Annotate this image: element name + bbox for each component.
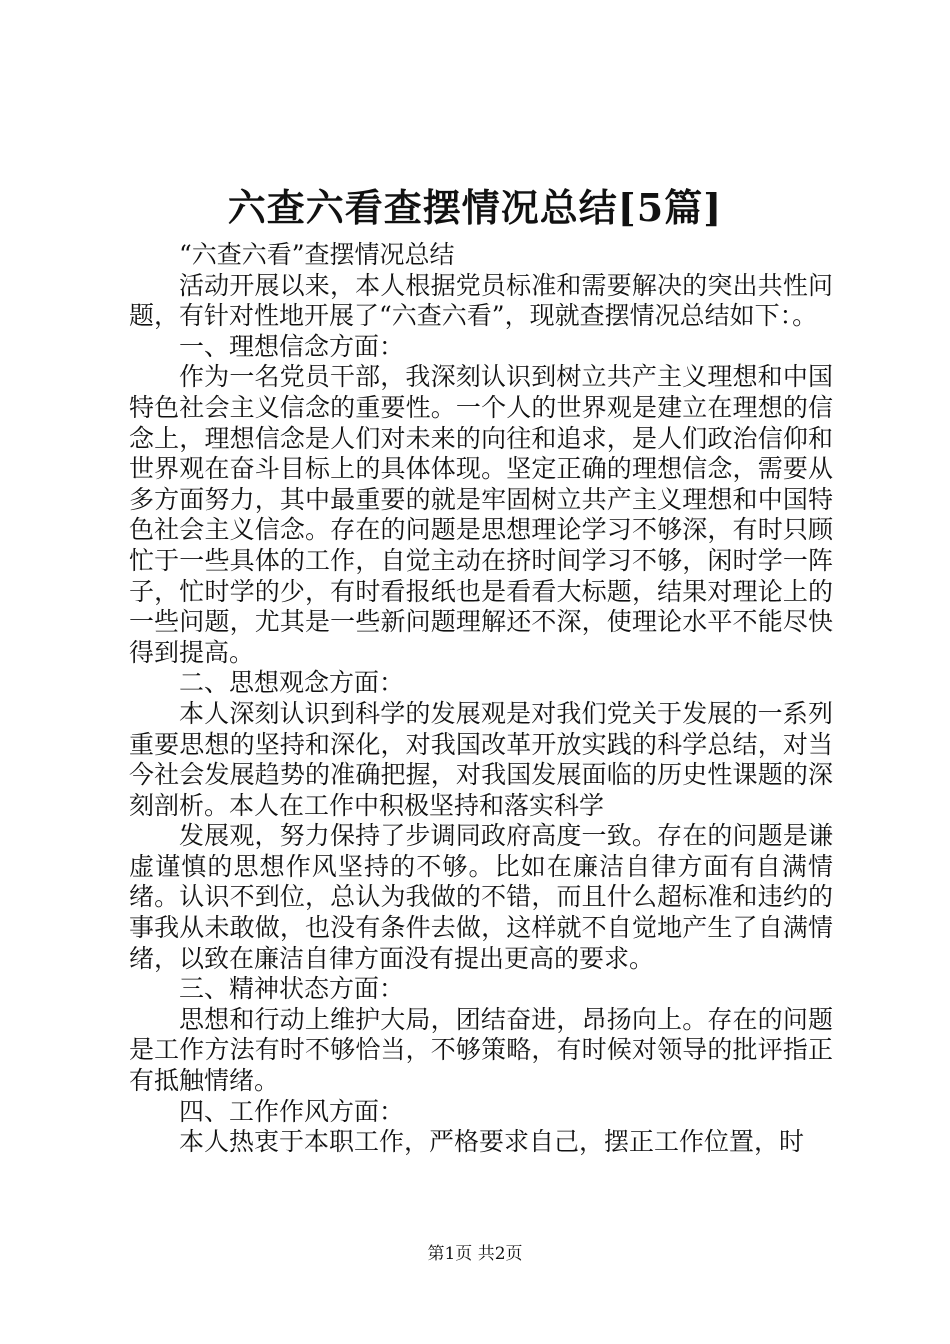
- paragraph-work-style: 本人热衷于本职工作，严格要求自己，摆正工作位置，时: [179, 1127, 805, 1157]
- page-number-footer: 第1页 共2页: [427, 1244, 523, 1264]
- paragraph-spirit: 思想和行动上维护大局，团结奋进，昂扬向上。存在的问题是工作方法有时不够恰当，不够策略，有时候对领导的批评指正有抵触情绪。: [129, 1004, 833, 1096]
- section-heading-spirit: 三、精神状态方面：: [179, 974, 405, 1004]
- section-heading-ideals: 一、理想信念方面：: [179, 331, 405, 361]
- paragraph-intro: 活动开展以来，本人根据党员标准和需要解决的突出共性问题，有针对性地开展了“六查六看”，现就查摆情况总结如下：。: [129, 270, 833, 331]
- document-title: 六查六看查摆情况总结[5篇]: [227, 185, 723, 230]
- paragraph-thinking: 本人深刻认识到科学的发展观是对我们党关于发展的一系列重要思想的坚持和深化，对我国改革开放实践的科学总结，对当今社会发展趋势的准确把握，对我国发展面临的历史性课题的深刻剖析。本人在工作中积极坚持和落实科学: [129, 698, 833, 820]
- paragraph-ideals: 作为一名党员干部，我深刻认识到树立共产主义理想和中国特色社会主义信念的重要性。一个人的世界观是建立在理想的信念上，理想信念是人们对未来的向往和追求，是人们政治信仰和世界观在奋斗目标上的具体体现。坚定正确的理想信念，需要从多方面努力，其中最重要的就是牢固树立共产主义理想和中国特色社会主义信念。存在的问题是思想理论学习不够深，有时只顾忙于一些具体的工作，自觉主动在挤时间学习不够，闲时学一阵子，忙时学的少，有时看报纸也是看看大标题，结果对理论上的一些问题，尤其是一些新问题理解还不深，使理论水平不能尽快得到提高。: [129, 362, 833, 667]
- section-heading-thinking: 二、思想观念方面：: [179, 668, 405, 698]
- document-body: [129, 240, 833, 1158]
- paragraph-subtitle: “六查六看”查摆情况总结: [179, 240, 455, 269]
- paragraph-thinking-continued: 发展观，努力保持了步调同政府高度一致。存在的问题是谦虚谨慎的思想作风坚持的不够。比如在廉洁自律方面有自满情绪。认识不到位，总认为我做的不错，而且什么超标准和违约的事我从未敢做，也没有条件去做，这样就不自觉地产生了自满情绪，以致在廉洁自律方面没有提出更高的要求。: [129, 821, 833, 973]
- section-heading-work-style: 四、工作作风方面：: [179, 1096, 405, 1126]
